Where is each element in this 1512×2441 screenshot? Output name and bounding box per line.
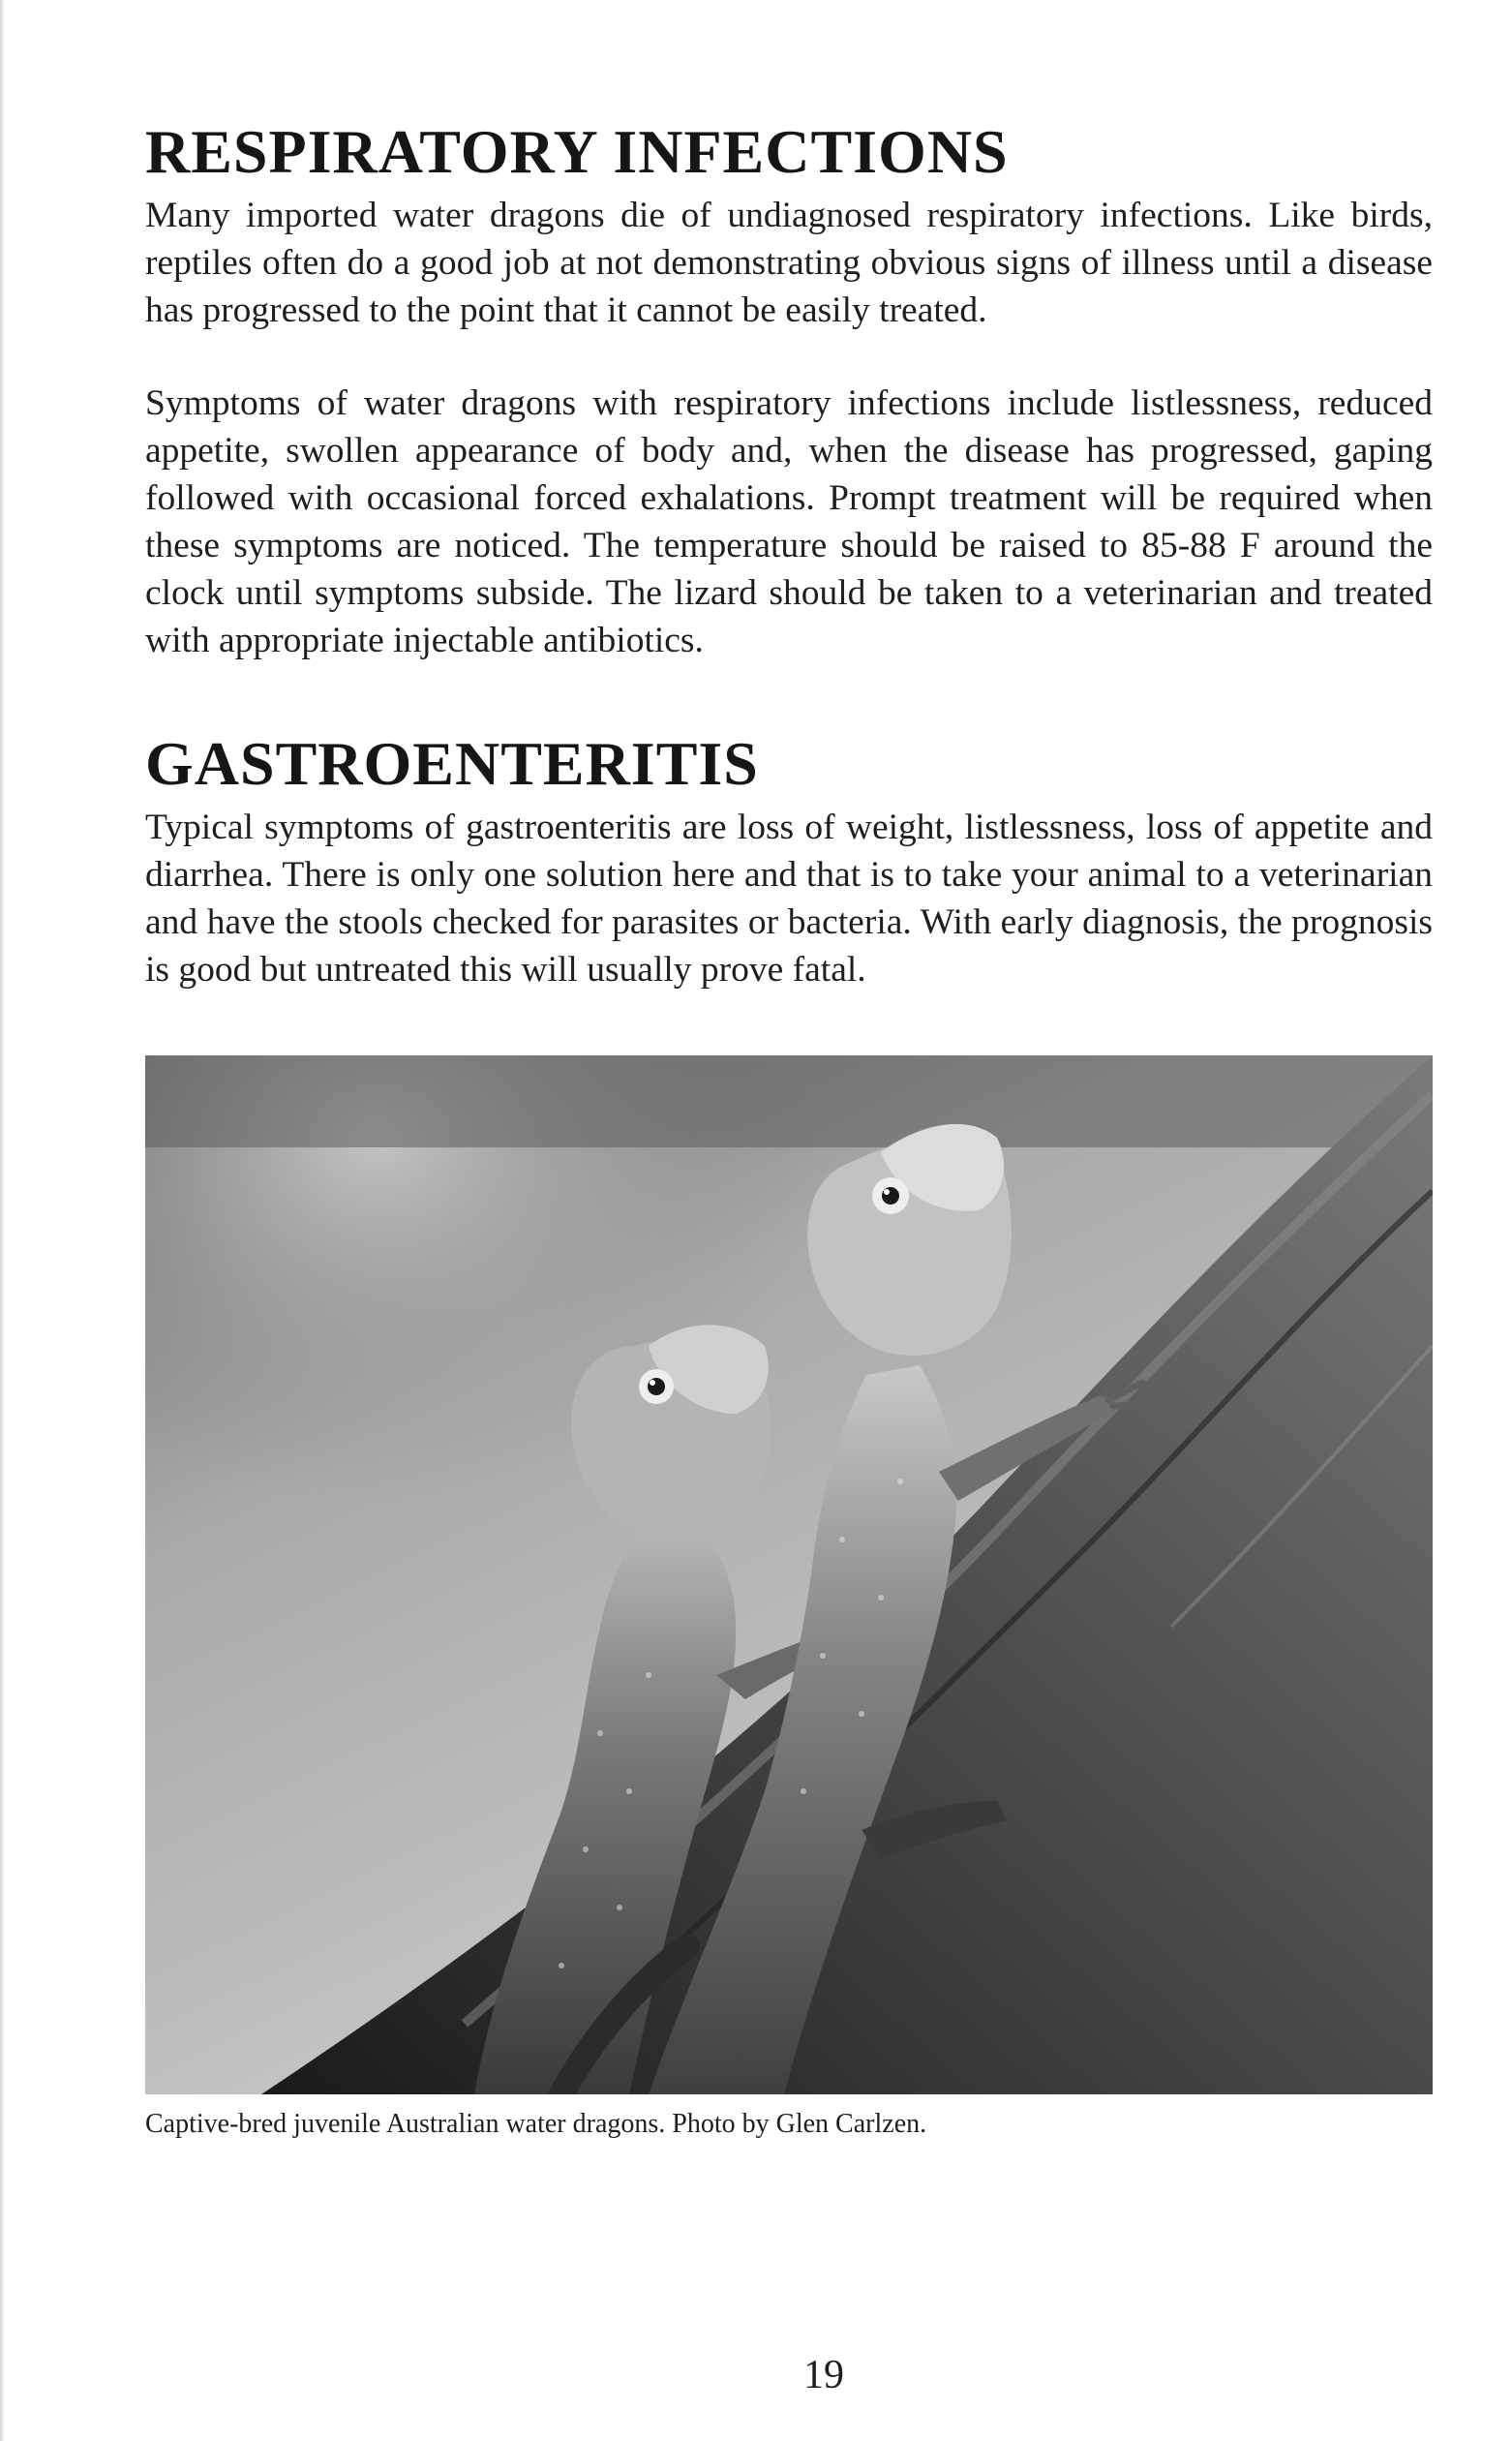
- gastroenteritis-paragraph-1: Typical symptoms of gastroenteritis are loss of weight, listlessness, loss of appetite and diarrhea. There is only one solution here and that is to take your animal to a veterinarian and have the stools checked for parasites or bacteria. With early diagnosis, the prognosis is good but untreated this will usually prove fatal.: [145, 808, 1433, 990]
- water-dragons-photo: [145, 1055, 1433, 2094]
- page-content: [145, 114, 1433, 993]
- respiratory-infections-heading: RESPIRATORY INFECTIONS: [145, 117, 1009, 186]
- respiratory-paragraph-1: Many imported water dragons die of undiagnosed respiratory infections. Like birds, reptiles often do a good job at not demonstrating obvious signs of illness until a disease has progressed to the point that it cannot be easily treated.: [145, 196, 1433, 330]
- water-dragons-illustration: [145, 1055, 1433, 2094]
- photo-caption: Captive-bred juvenile Australian water dragons. Photo by Glen Carlzen.: [145, 2109, 927, 2139]
- page-edge: [0, 0, 4, 2441]
- page-number: 19: [803, 2353, 844, 2397]
- respiratory-paragraph-2: Symptoms of water dragons with respiratory infections include listlessness, reduced appetite, swollen appearance of body and, when the disease has progressed, gaping followed with occasional forced exhalations. Prompt treatment will be required when these symptoms are noticed. The temperature should be raised to 85-88 F around the clock until symptoms subside. The lizard should be taken to a veterinarian and treated with appropriate injectable antibiotics.: [145, 383, 1433, 660]
- gastroenteritis-heading: GASTROENTERITIS: [145, 729, 759, 798]
